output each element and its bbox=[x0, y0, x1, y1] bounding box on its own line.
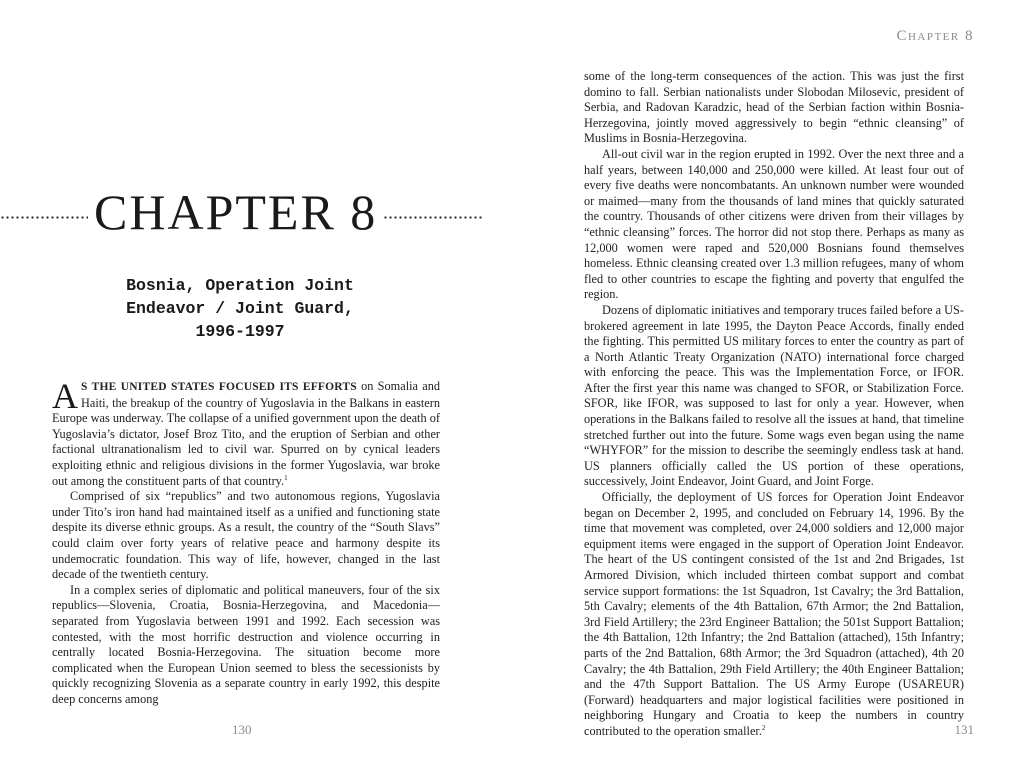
right-page bbox=[512, 0, 1024, 768]
paragraph: In a complex series of diplomatic and political maneuvers, four of the six republics—Slovenia, Croatia, Bosnia-Herzegovina, and Macedonia—separated from Yugoslavia between 1991 and 1992. Each secession was contested, with the most horrific destruction and violence occurring in centrally located Bosnia-Herzegovina. The situation become more complicated when the European Union seemed to bless the secessionists by quickly recognizing Slovenia as a separate country in early 1992, this despite deep concerns among bbox=[52, 582, 440, 706]
subtitle-line: Bosnia, Operation Joint bbox=[126, 276, 354, 295]
paragraph-text: Officially, the deployment of US forces for Operation Joint Endeavor began on December 2, 1995, and concluded on February 14, 1996. By the time that movement was completed, over 24,000 soldiers and 12,000 major equipment items were engaged in the support of Operation Joint Endeavor. The heart of the US contingent consisted of the 1st and 2nd Brigades, 1st Armored Division, which included thirteen combat support and combat service support formations: the 1st Squadron, 1st Cavalry; the 3rd Battalion, 5th Cavalry; elements of the 4th Battalion, 67th Armor; the 2nd Battalion, 3rd Field Artillery; the 23rd Engineer Battalion; the 501st Support Battalion; the 4th Battalion, 12th Infantry; the 2nd Battalion (attached), 15th Infantry; parts of the 2nd Battalion, 68th Armor; the 3rd Squadron (attached), 4th 20 Cavalry; the 4th Battalion, 29th Field Artillery; the 40th Engineer Battalion; and the 47th Support Battalion. The US Army Europe (USAREUR) (Forward) headquarters and major logistical facilities were positioned in neighboring Hungary and Croatia to keep the numbers in country contributed to the operation smaller. bbox=[584, 490, 964, 738]
chapter-title: CHAPTER 8 bbox=[94, 184, 378, 240]
lead-in-caps: S THE UNITED STATES FOCUSED ITS EFFORTS bbox=[81, 381, 357, 393]
dotted-rule-left bbox=[0, 216, 88, 219]
paragraph bbox=[52, 376, 440, 489]
subtitle-line: 1996-1997 bbox=[195, 322, 285, 341]
chapter-subtitle bbox=[64, 274, 416, 343]
paragraph: All-out civil war in the region erupted in 1992. Over the next three and a half years, between 140,000 and 250,000 were killed. At least four out of every five deaths were noncombatants. An unknown number were wounded or maimed—many from the thousands of land mines that quickly saturated the country. Thousands of other citizens were driven from their villages by “ethnic cleansing” forces. The horror did not stop there. Perhaps as many as 12,000 women were raped and 520,000 Bosnians found themselves homeless. Ethnic cleansing created over 1.3 million refugees, many of whom fled to other countries to escape the fighting and poverty that engulfed the region. bbox=[584, 146, 964, 302]
chapter-heading bbox=[0, 184, 512, 240]
right-body-text bbox=[584, 69, 964, 740]
paragraph: Comprised of six “republics” and two autonomous regions, Yugoslavia under Tito’s iron hand had maintained itself as a unified and functioning state despite its diverse ethnic groups. As a result, the country of the “South Slavs” could claim over forty years of relative peace and harmony despite its undemocratic foundation. This way of life, however, changed in the last decade of the twentieth century. bbox=[52, 489, 440, 582]
running-head: Chapter 8 bbox=[896, 28, 974, 44]
paragraph-text: on Somalia and Haiti, the breakup of the country of Yugoslavia in the Balkans in eastern Europe was underway. The collapse of a unified government upon the death of Yugoslavia’s dictator, Josef Broz Tito, and the eruption of Serbian and other factional ultranationalism led to civil war. Spurred on by cynical leaders exploiting ethnic and religious divisions in the former Yugoslavia, war broke out among the constituent parts of that country. bbox=[52, 379, 440, 488]
paragraph: some of the long-term consequences of the action. This was just the first domino to fall. Serbian nationalists under Slobodan Milosevic, president of Serbia, and Radovan Karadzic, head of the Serbian faction within Bosnia-Herzegovina, jointly moved aggressively to begin “ethnic cleansing” of Muslims in Bosnia-Herzegovina. bbox=[584, 69, 964, 146]
dotted-rule-right bbox=[383, 216, 483, 219]
drop-cap: A bbox=[52, 376, 78, 416]
footnote-ref: 1 bbox=[284, 473, 288, 482]
paragraph bbox=[584, 490, 964, 740]
paragraph: Dozens of diplomatic initiatives and temporary truces failed before a US-brokered agreement in late 1995, the Dayton Peace Accords, finally ended the fighting. This permitted US military forces to enter the country as part of a North Atlantic Treaty Organization (NATO) international force charged with enforcing the peace. This was the Implementation Force, or IFOR. After the first year this name was changed to SFOR, or Stabilization Force. SFOR, like IFOR, was supposed to last for only a year. However, when operations in the Balkans failed to resolve all the issues at hand, that timeline stretched further out into the future. Some wags even began using the name “WHYFOR” for the mission to describe the seemingly endless task at hand. US planners officially called the US portion of these operations, successively, Joint Endeavor, Joint Guard, and Joint Forge. bbox=[584, 302, 964, 489]
subtitle-line: Endeavor / Joint Guard, bbox=[126, 299, 354, 318]
footnote-ref: 2 bbox=[761, 723, 766, 732]
page-number: 131 bbox=[954, 722, 974, 737]
left-body-text bbox=[52, 376, 440, 707]
page-number: 130 bbox=[232, 722, 252, 737]
